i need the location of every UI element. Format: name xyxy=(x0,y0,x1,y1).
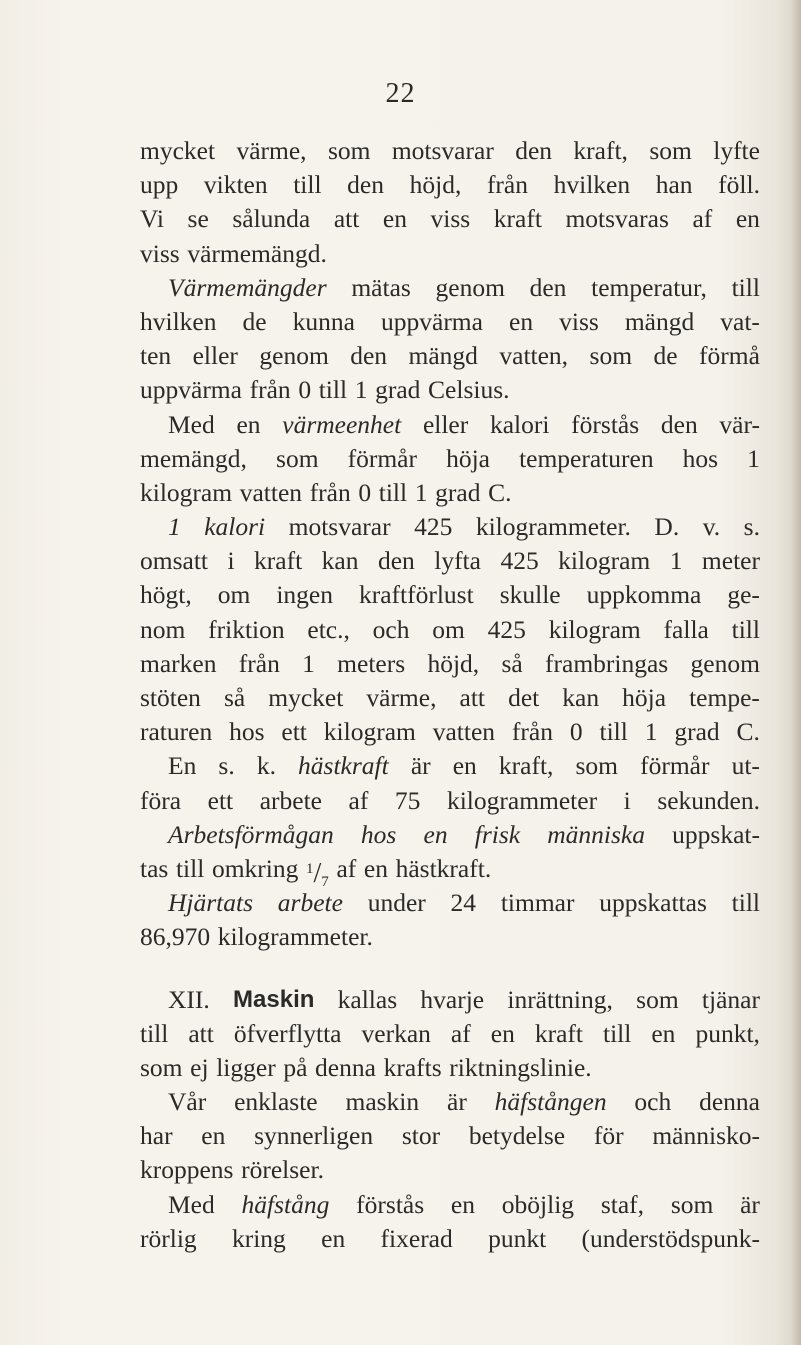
word: af xyxy=(348,785,369,815)
word: eller xyxy=(422,409,469,439)
word: 1 xyxy=(747,443,760,473)
word: lyfta xyxy=(434,546,481,576)
word: kroppens xyxy=(140,1155,234,1185)
word: En xyxy=(168,751,197,781)
word: som xyxy=(276,443,319,473)
word: en xyxy=(450,1189,475,1219)
word: 0 xyxy=(569,717,583,747)
word: vär- xyxy=(719,409,760,439)
word: motsvarar xyxy=(288,512,391,542)
word: 425 xyxy=(414,512,453,542)
fraction: $^1/_7$ xyxy=(306,857,329,890)
italic-word: frisk xyxy=(474,819,521,849)
word: uppskat- xyxy=(672,819,760,849)
word: arbete xyxy=(259,785,322,815)
word: att xyxy=(333,204,360,234)
word: grad xyxy=(375,375,421,405)
word: 1 xyxy=(302,648,315,678)
word: förmår xyxy=(347,443,417,473)
word: han xyxy=(655,170,693,200)
word: till xyxy=(731,888,760,918)
word: från xyxy=(309,477,351,507)
word: 24 xyxy=(450,888,477,918)
text-line xyxy=(140,1222,760,1256)
word: 0 xyxy=(358,477,372,507)
word: D. xyxy=(654,512,680,542)
word: viss xyxy=(559,306,599,336)
word: föra xyxy=(140,785,182,815)
text-line xyxy=(140,1017,760,1051)
word: ligger xyxy=(216,1052,276,1082)
text-line xyxy=(140,544,760,578)
word: den xyxy=(377,546,415,576)
word: uppvärma xyxy=(381,306,483,336)
text-line xyxy=(140,134,760,168)
text-line xyxy=(140,920,760,954)
italic-word: Hjärtats xyxy=(168,888,254,918)
section-gap xyxy=(140,955,760,983)
text-line xyxy=(140,168,760,202)
word: så xyxy=(223,683,246,712)
word: kraft xyxy=(534,1018,583,1048)
word: denna xyxy=(315,1052,376,1082)
word: C. xyxy=(736,717,760,747)
word: den xyxy=(347,170,384,200)
word: människo- xyxy=(652,1121,760,1151)
word: högt, xyxy=(140,580,192,610)
text-line xyxy=(140,408,760,442)
word: punkt xyxy=(488,1223,547,1253)
word: enklaste xyxy=(234,1087,318,1117)
italic-word: Värmemängder xyxy=(168,272,327,302)
word: mycket xyxy=(268,683,344,712)
word: förstås xyxy=(571,409,640,439)
text-line xyxy=(140,373,760,407)
word: tjänar xyxy=(701,984,760,1014)
word: en xyxy=(452,751,477,781)
word: från xyxy=(238,648,280,678)
word: etc., xyxy=(307,614,350,644)
word: uppskattas xyxy=(599,888,707,918)
word: ett xyxy=(207,785,234,815)
word: kilogrammeter. xyxy=(217,922,373,952)
word: på xyxy=(283,1052,308,1082)
text-line xyxy=(140,237,760,271)
word: en xyxy=(509,306,534,336)
word: riktningslinie. xyxy=(449,1052,592,1082)
word: höjd, xyxy=(409,170,462,200)
word: (understödspunk- xyxy=(581,1223,760,1253)
word: s. xyxy=(218,751,235,781)
word: XII. xyxy=(168,984,210,1014)
word: till xyxy=(378,477,408,507)
word: maskin xyxy=(345,1087,420,1117)
word: från xyxy=(486,170,528,200)
word: mängd xyxy=(624,306,695,336)
word: sålunda xyxy=(232,204,311,234)
word: marken xyxy=(140,648,217,678)
word: temperatur, xyxy=(591,272,707,302)
word: kraft, xyxy=(573,136,628,165)
word: förstås xyxy=(356,1189,425,1219)
word: stor xyxy=(401,1121,441,1151)
word: i xyxy=(623,785,631,815)
word: till xyxy=(318,375,348,405)
word: 0 xyxy=(298,375,312,405)
word: är xyxy=(410,751,431,781)
italic-word: människa xyxy=(547,819,645,849)
word: inrättning, xyxy=(507,984,613,1014)
word: upp xyxy=(140,170,179,200)
word: 75 xyxy=(394,785,421,815)
word: som xyxy=(589,341,633,371)
text-line xyxy=(140,442,760,476)
word: ge- xyxy=(727,580,760,610)
word: ingen xyxy=(276,580,333,610)
word: C. xyxy=(488,477,512,507)
word: krafts xyxy=(383,1052,442,1082)
word: hästkraft. xyxy=(395,853,492,883)
text-line xyxy=(140,886,760,920)
word: höjd, xyxy=(427,648,480,678)
italic-word: häfstång xyxy=(241,1189,330,1219)
word: Vi xyxy=(140,204,164,234)
word: Vår xyxy=(168,1087,207,1117)
word: frambringas xyxy=(545,648,669,678)
word: genom xyxy=(435,272,505,302)
word: Celsius. xyxy=(428,375,510,405)
word: under xyxy=(367,888,426,918)
word: värmemängd. xyxy=(187,238,327,268)
text-line xyxy=(140,715,760,749)
italic-word: värmeenhet xyxy=(282,409,402,439)
text-line xyxy=(140,1051,760,1085)
word: är xyxy=(740,1189,760,1219)
word: vatten xyxy=(432,717,496,747)
word: Med xyxy=(168,1189,215,1219)
word: hvarje xyxy=(420,984,485,1014)
word: skulle xyxy=(499,580,561,610)
word: mycket xyxy=(140,136,216,165)
word: mängd xyxy=(408,341,478,371)
word: en xyxy=(363,853,388,883)
word: kan xyxy=(321,546,359,576)
word: de xyxy=(242,306,267,336)
word: till xyxy=(140,1018,169,1048)
word: 425 xyxy=(500,546,539,576)
word: en xyxy=(490,1018,515,1048)
word: kraft xyxy=(493,204,542,234)
word: de xyxy=(653,341,678,371)
text-line xyxy=(140,784,760,818)
text-line xyxy=(140,1085,760,1119)
word: viss xyxy=(430,204,471,234)
word: vatten xyxy=(239,477,303,507)
word: en xyxy=(321,1223,346,1253)
word: kan xyxy=(562,683,600,712)
word: 1 xyxy=(669,546,683,576)
text-line xyxy=(140,1153,760,1187)
word: den xyxy=(529,272,567,302)
text-line xyxy=(140,578,760,612)
word: oböjlig xyxy=(501,1189,575,1219)
word: till xyxy=(175,853,205,883)
word: höja xyxy=(622,683,667,712)
word: synnerligen xyxy=(254,1121,374,1151)
text-line xyxy=(140,852,760,890)
word: en xyxy=(236,409,261,439)
text-line xyxy=(140,1119,760,1153)
word: till xyxy=(731,614,760,644)
text-line xyxy=(140,983,760,1017)
word: för xyxy=(593,1121,624,1151)
word: k. xyxy=(256,751,276,781)
word: så xyxy=(501,648,523,678)
word: temperaturen xyxy=(519,443,654,473)
word: stöten xyxy=(140,683,201,712)
word: kallas xyxy=(337,984,398,1014)
word: att xyxy=(188,1018,214,1048)
word: raturen xyxy=(140,717,213,747)
word: hos xyxy=(229,717,265,747)
word: till xyxy=(293,170,322,200)
word: från xyxy=(511,717,553,747)
word: kraft xyxy=(254,546,303,576)
word: tas xyxy=(140,853,169,883)
word: en xyxy=(382,204,407,234)
italic-word: 1 xyxy=(168,512,181,542)
word: omkring xyxy=(211,853,299,883)
word: punkt, xyxy=(695,1018,760,1048)
word: från xyxy=(249,375,291,405)
word: som xyxy=(649,136,692,165)
word: grad xyxy=(674,717,720,747)
word: vikten xyxy=(203,170,268,200)
word: ut- xyxy=(731,751,760,781)
word: nom xyxy=(140,614,186,644)
word: fixerad xyxy=(380,1223,453,1253)
word: betydelse xyxy=(468,1121,566,1151)
text-line xyxy=(140,271,760,305)
word: ten xyxy=(140,341,172,371)
text-line xyxy=(140,647,760,681)
text-line xyxy=(140,681,760,715)
word: ett xyxy=(281,717,307,747)
word: motsvaras xyxy=(565,204,669,234)
word: till xyxy=(599,717,628,747)
word: öfverflytta xyxy=(233,1018,342,1048)
word: denna xyxy=(699,1087,760,1117)
text-line xyxy=(140,1188,760,1222)
italic-word: en xyxy=(423,819,448,849)
word: den xyxy=(660,409,698,439)
italic-word: kalori xyxy=(204,512,266,542)
word: staf, xyxy=(600,1189,645,1219)
word: falla xyxy=(663,614,709,644)
word: värme, xyxy=(366,683,437,712)
word: till xyxy=(603,1018,632,1048)
word: grad xyxy=(435,477,481,507)
word: den xyxy=(515,136,553,165)
word: Med xyxy=(168,409,215,439)
word: den xyxy=(350,341,388,371)
word: har xyxy=(140,1121,173,1151)
word: om xyxy=(217,580,251,610)
word: kilogrammeter xyxy=(446,785,598,815)
word: en xyxy=(735,204,760,234)
word: ej xyxy=(190,1052,209,1082)
word: lyfte xyxy=(713,136,760,165)
word: som xyxy=(327,136,371,165)
word: som xyxy=(670,1189,714,1219)
word: 425 xyxy=(487,614,526,644)
word: och xyxy=(372,614,410,644)
word: kring xyxy=(231,1223,286,1253)
word: vat- xyxy=(720,306,760,336)
text-line xyxy=(140,613,760,647)
word: som xyxy=(575,751,619,781)
bold-term: Maskin xyxy=(233,985,315,1013)
word: förmår xyxy=(640,751,710,781)
word: föll. xyxy=(718,170,760,200)
word: hos xyxy=(682,443,719,473)
word: kilogram xyxy=(558,546,651,576)
text-line xyxy=(140,510,760,544)
word: tempe- xyxy=(689,683,760,712)
word: 1 xyxy=(644,717,658,747)
word: meter xyxy=(701,546,760,576)
word: är xyxy=(447,1087,467,1117)
word: till xyxy=(731,272,760,302)
word: en xyxy=(651,1018,676,1048)
word: genom xyxy=(690,648,760,678)
word: motsvarar xyxy=(391,136,494,165)
page-edge-shadow xyxy=(791,0,801,1345)
word: rörelser. xyxy=(241,1155,324,1185)
word: vatten, xyxy=(499,341,569,371)
italic-word: arbete xyxy=(277,888,343,918)
word: hvilken xyxy=(553,170,631,200)
word: som xyxy=(140,1052,183,1082)
word: af xyxy=(692,204,713,234)
word: verkan xyxy=(361,1018,431,1048)
word: höja xyxy=(446,443,490,473)
word: 1 xyxy=(414,477,428,507)
word: i xyxy=(227,546,235,576)
italic-word: häfstången xyxy=(494,1087,607,1117)
word: som xyxy=(636,984,679,1014)
text-line xyxy=(140,202,760,236)
word: eller xyxy=(192,341,238,371)
word: s. xyxy=(743,512,760,542)
word: förmå xyxy=(699,341,760,371)
word: genom xyxy=(259,341,329,371)
word: rörlig xyxy=(140,1223,197,1253)
word: meters xyxy=(337,648,406,678)
word: omsatt xyxy=(140,546,208,576)
page-number: 22 xyxy=(385,78,416,109)
word: det xyxy=(508,683,540,712)
word: memängd, xyxy=(140,443,247,473)
word: v. xyxy=(702,512,721,542)
word: se xyxy=(187,204,209,234)
word: kilogram xyxy=(548,614,641,644)
word: hvilken xyxy=(140,306,217,336)
word: kilogrammeter. xyxy=(475,512,631,542)
word: friktion xyxy=(208,614,285,644)
word: och xyxy=(634,1087,672,1117)
body-text xyxy=(140,134,760,1256)
word: värme, xyxy=(236,136,307,165)
word: att xyxy=(459,683,486,712)
word: om xyxy=(432,614,465,644)
word: en xyxy=(201,1121,226,1151)
word: uppkomma xyxy=(586,580,702,610)
word: 86,970 xyxy=(140,922,211,952)
word: kunna xyxy=(292,306,355,336)
text-line xyxy=(140,476,760,510)
text-line xyxy=(140,749,760,783)
word: sekunden. xyxy=(657,785,760,815)
word: uppvärma xyxy=(140,375,242,405)
word: kilogram xyxy=(323,717,416,747)
text-line xyxy=(140,339,760,373)
italic-word: hos xyxy=(360,819,397,849)
word: kalori xyxy=(489,409,550,439)
word: timmar xyxy=(500,888,575,918)
text-line xyxy=(140,305,760,339)
word: kraft, xyxy=(498,751,554,781)
word: kraftförlust xyxy=(358,580,474,610)
word: af xyxy=(336,853,357,883)
word: viss xyxy=(140,238,180,268)
italic-word: Arbetsförmågan xyxy=(168,819,334,849)
italic-word: hästkraft xyxy=(298,751,389,781)
word: mätas xyxy=(351,272,411,302)
word: kilogram xyxy=(140,477,233,507)
word: 1 xyxy=(354,375,368,405)
word: af xyxy=(450,1018,471,1048)
text-line xyxy=(140,818,760,852)
